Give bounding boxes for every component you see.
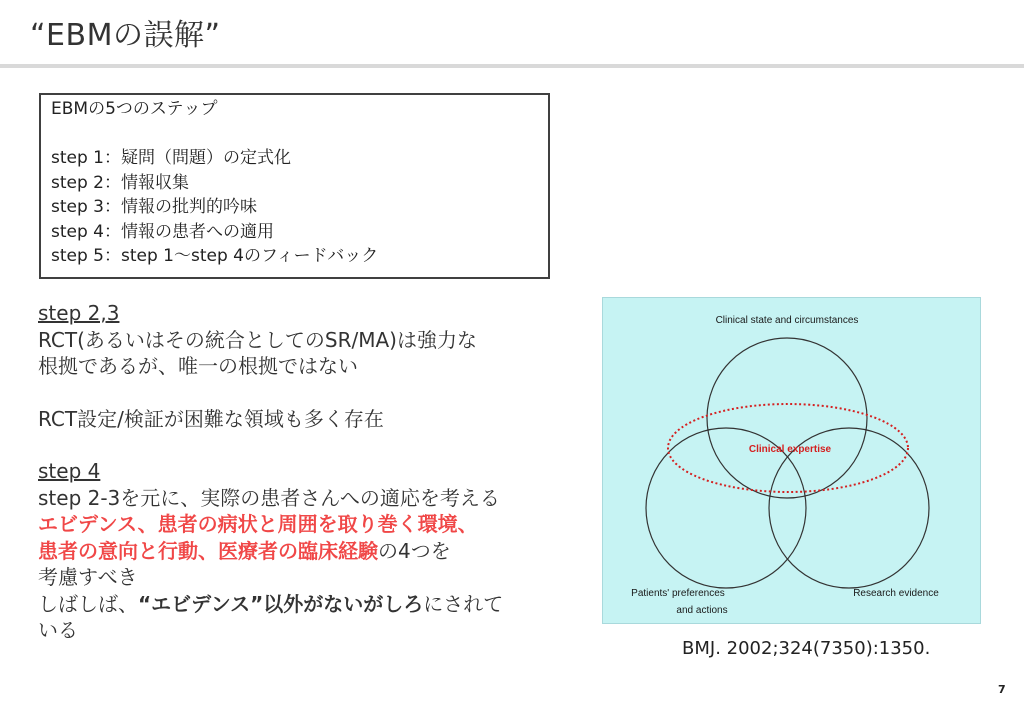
- step-item: step 2：情報収集: [51, 172, 189, 193]
- step4-section: [38, 458, 503, 644]
- circle-clinical-state: [707, 338, 867, 498]
- step-item: step 1：疑問（問題）の定式化: [51, 148, 291, 168]
- steps-spacer: [51, 122, 538, 147]
- step4-line4: 考慮すべき: [38, 565, 138, 589]
- ebm-venn-diagram: [602, 297, 981, 624]
- step23-line3: RCT設定/検証が困難な領域も多く存在: [38, 407, 384, 431]
- venn-svg: [603, 298, 982, 625]
- page-number: 7: [998, 683, 1006, 696]
- label-research-evidence: Research evidence: [853, 588, 939, 599]
- step23-line1: RCT(あるいはその統合としてのSR/MA)は強力な: [38, 327, 477, 352]
- step4-line3: [38, 538, 503, 565]
- step4-red-line1: エビデンス、患者の病状と周囲を取り巻く環境、: [38, 512, 478, 536]
- title-divider: [0, 64, 1024, 68]
- label-clinical-state: Clinical state and circumstances: [715, 315, 859, 326]
- step4-line5-suffix: にされて: [423, 591, 504, 616]
- citation: BMJ. 2002;324(7350):1350.: [682, 638, 931, 659]
- label-patients-preferences: Patients' preferences: [631, 588, 725, 599]
- step4-line6: いる: [38, 618, 78, 642]
- slide-title: “EBMの誤解”: [30, 18, 221, 53]
- step-item: step 4：情報の患者への適用: [51, 221, 274, 242]
- step23-line2: 根拠であるが、唯一の根拠ではない: [38, 354, 358, 378]
- step-item: step 5：step 1～step 4のフィードバック: [51, 246, 379, 266]
- step4-line1: step 2-3を元に、実際の患者さんへの適応を考える: [38, 485, 500, 510]
- step4-line5-bold: “エビデンス”以外がないがしろ: [138, 591, 424, 616]
- step23-section: [38, 300, 477, 433]
- step4-heading: step 4: [38, 459, 101, 483]
- step4-line3-suffix: の4つを: [378, 538, 451, 563]
- step4-line5: [38, 591, 503, 618]
- steps-heading: EBMの5つのステップ: [51, 99, 218, 119]
- ebm-steps-box: [39, 93, 550, 279]
- step4-line5-prefix: しばしば、: [38, 591, 138, 616]
- step23-heading: step 2,3: [38, 301, 120, 325]
- step23-spacer: [38, 380, 477, 407]
- label-clinical-expertise: Clinical expertise: [748, 444, 832, 455]
- step-item: step 3：情報の批判的吟味: [51, 197, 257, 217]
- step4-red-line2: 患者の意向と行動、医療者の臨床経験: [38, 538, 378, 563]
- label-and-actions: and actions: [676, 605, 728, 616]
